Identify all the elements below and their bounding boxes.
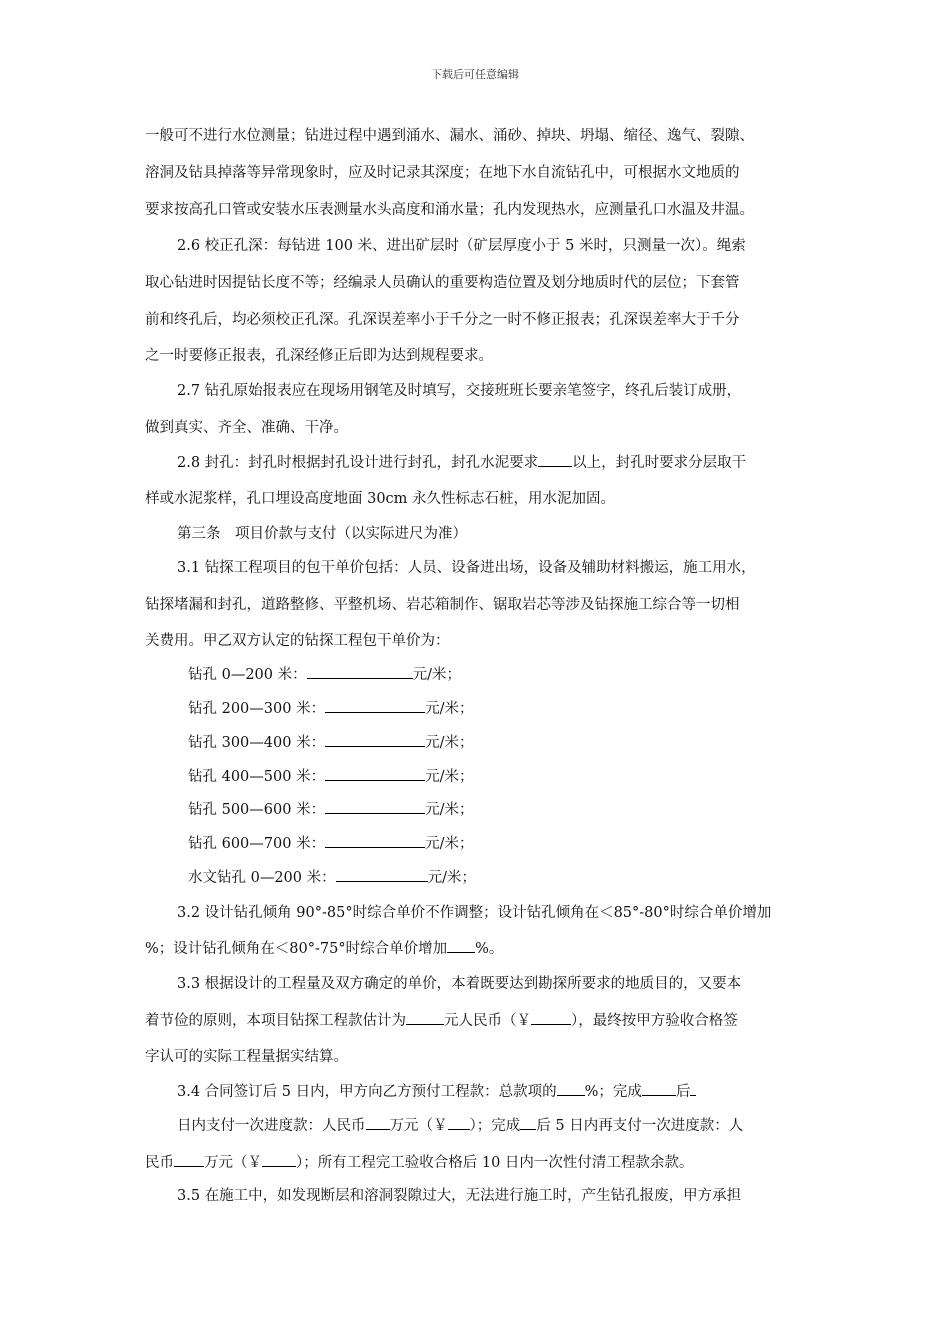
rate-label: 钻孔 200—300 米： [188,701,326,717]
text-span: 万元（￥ [204,1155,262,1171]
rate-line [188,767,473,787]
rate-unit: 元/米； [412,667,462,683]
rate-unit: 元/米； [425,802,474,818]
rate-label: 钻孔 500—600 米： [188,802,326,818]
blank-field [406,1024,444,1025]
blank-field [690,1095,696,1096]
rate-label: 水文钻孔 0—200 米： [188,870,336,886]
text-line: 2.6 校正孔深：每钻进 100 米、进出矿层时（矿层厚度小于 5 米时，只测量一次）。绳索 [177,238,746,254]
text-line: 2.7 钻孔原始报表应在现场用钢笔及时填写，交接班班长要亲笔签字，终孔后装订成册， [177,383,742,399]
blank-field [325,712,425,713]
text-line: 字认可的实际工程量据实结算。 [145,1049,348,1065]
text-span: 以上，封孔时要求分层取干 [572,455,747,471]
text-span: ），最终按甲方验收合格签 [571,1013,738,1029]
rate-unit: 元/米； [425,701,474,717]
text-span: 3.4 合同签订后 5 日内，甲方向乙方预付工程款：总款项的 [177,1084,557,1100]
rate-line [188,665,461,685]
blank-field [447,952,475,953]
paragraph-3-3-line [145,1011,738,1031]
rate-unit: 元/米； [425,836,474,852]
text-line: 样或水泥浆样，孔口埋设高度地面 30cm 永久性标志石桩，用水泥加固。 [145,491,616,507]
blank-field [325,847,425,848]
blank-field [174,1166,204,1167]
blank-field [366,1129,390,1130]
text-line: 之一时要修正报表，孔深经修正后即为达到规程要求。 [145,348,493,364]
blank-field [448,1129,470,1130]
blank-field [531,1024,571,1025]
text-line: 3.3 根据设计的工程量及双方确定的单价，本着既要达到勘探所要求的地质目的，又要本 [177,976,742,992]
text-span: 2.8 封孔：封孔时根据封孔设计进行封孔，封孔水泥要求 [177,455,539,471]
paragraph-3-4-line [177,1082,696,1102]
text-line: 一般可不进行水位测量；钻进过程中遇到涌水、漏水、涌砂、掉块、坍塌、缩径、逸气、裂隙、 [145,128,754,144]
text-line: 3.5 在施工中，如发现断层和溶洞裂隙过大，无法进行施工时，产生钻孔报废，甲方承担 [177,1188,742,1204]
blank-field [520,1129,536,1130]
rate-label: 钻孔 600—700 米： [188,836,326,852]
rate-line [188,834,473,854]
text-span: 后 5 日内再支付一次进度款：人 [536,1118,744,1134]
text-span: %；设计钻孔倾角在＜80°-75°时综合单价增加 [145,941,448,957]
blank-field [557,1095,585,1096]
text-line: 3.2 设计钻孔倾角 90°-85°时综合单价不作调整；设计钻孔倾角在＜85°-80°时综合单价增加 [177,905,772,921]
blank-field [336,881,428,882]
rate-label: 钻孔 400—500 米： [188,769,326,785]
text-line: 3.1 钻探工程项目的包干单价包括：人员、设备进出场，设备及辅助材料搬运，施工用水， [177,560,756,576]
paragraph-3-2-line [145,939,503,959]
blank-field [325,813,425,814]
rate-unit: 元/米； [425,735,474,751]
text-line: 关费用。甲乙双方认定的钻探工程包干单价为： [145,633,450,649]
rate-line [188,733,473,753]
blank-field [538,466,572,467]
text-span: 着节俭的原则，本项目钻探工程款估计为 [145,1013,406,1029]
text-span: 后 [675,1084,691,1100]
text-span: %；完成 [584,1084,642,1100]
text-span: 万元（￥ [389,1118,448,1134]
text-span: 民币 [145,1155,174,1171]
text-span: 元人民币（￥ [444,1013,531,1029]
blank-field [642,1095,676,1096]
text-line: 前和终孔后，均必须校正孔深。孔深误差率小于千分之一时不修正报表；孔深误差率大于千分 [145,312,740,328]
rate-label: 钻孔 300—400 米： [188,735,326,751]
rate-unit: 元/米； [427,870,477,886]
text-line: 要求按高孔口管或安装水压表测量水头高度和涌水量；孔内发现热水，应测量孔口水温及井温。 [145,202,754,218]
page-header: 下载后可任意编辑 [431,68,519,81]
text-span: ）；完成 [469,1118,521,1134]
text-span: ）；所有工程完工验收合格后 10 日内一次性付清工程款余款。 [296,1155,694,1171]
rate-unit: 元/米； [425,769,474,785]
paragraph-3-4-line [145,1153,693,1173]
rate-label: 钻孔 0—200 米： [188,667,307,683]
text-span: %。 [475,941,504,957]
paragraph-3-4-line [177,1116,743,1136]
blank-field [307,678,413,679]
blank-field [325,780,425,781]
rate-line [188,699,473,719]
text-span: 日内支付一次进度款：人民币 [177,1118,366,1134]
rate-line [188,800,473,820]
article-heading: 第三条 项目价款与支付（以实际进尺为准） [177,526,467,542]
text-line: 做到真实、齐全、准确、干净。 [145,420,348,436]
paragraph-2-8-line [177,453,746,473]
blank-field [262,1166,296,1167]
text-line: 钻探堵漏和封孔，道路整修、平整机场、岩芯箱制作、锯取岩芯等涉及钻探施工综合等一切相 [145,597,740,613]
text-line: 取心钻进时因提钻长度不等；经编录人员确认的重要构造位置及划分地质时代的层位；下套管 [145,275,740,291]
rate-line [188,868,476,888]
blank-field [325,746,425,747]
text-line: 溶洞及钻具掉落等异常现象时，应及时记录其深度；在地下水自流钻孔中，可根据水文地质的 [145,165,740,181]
